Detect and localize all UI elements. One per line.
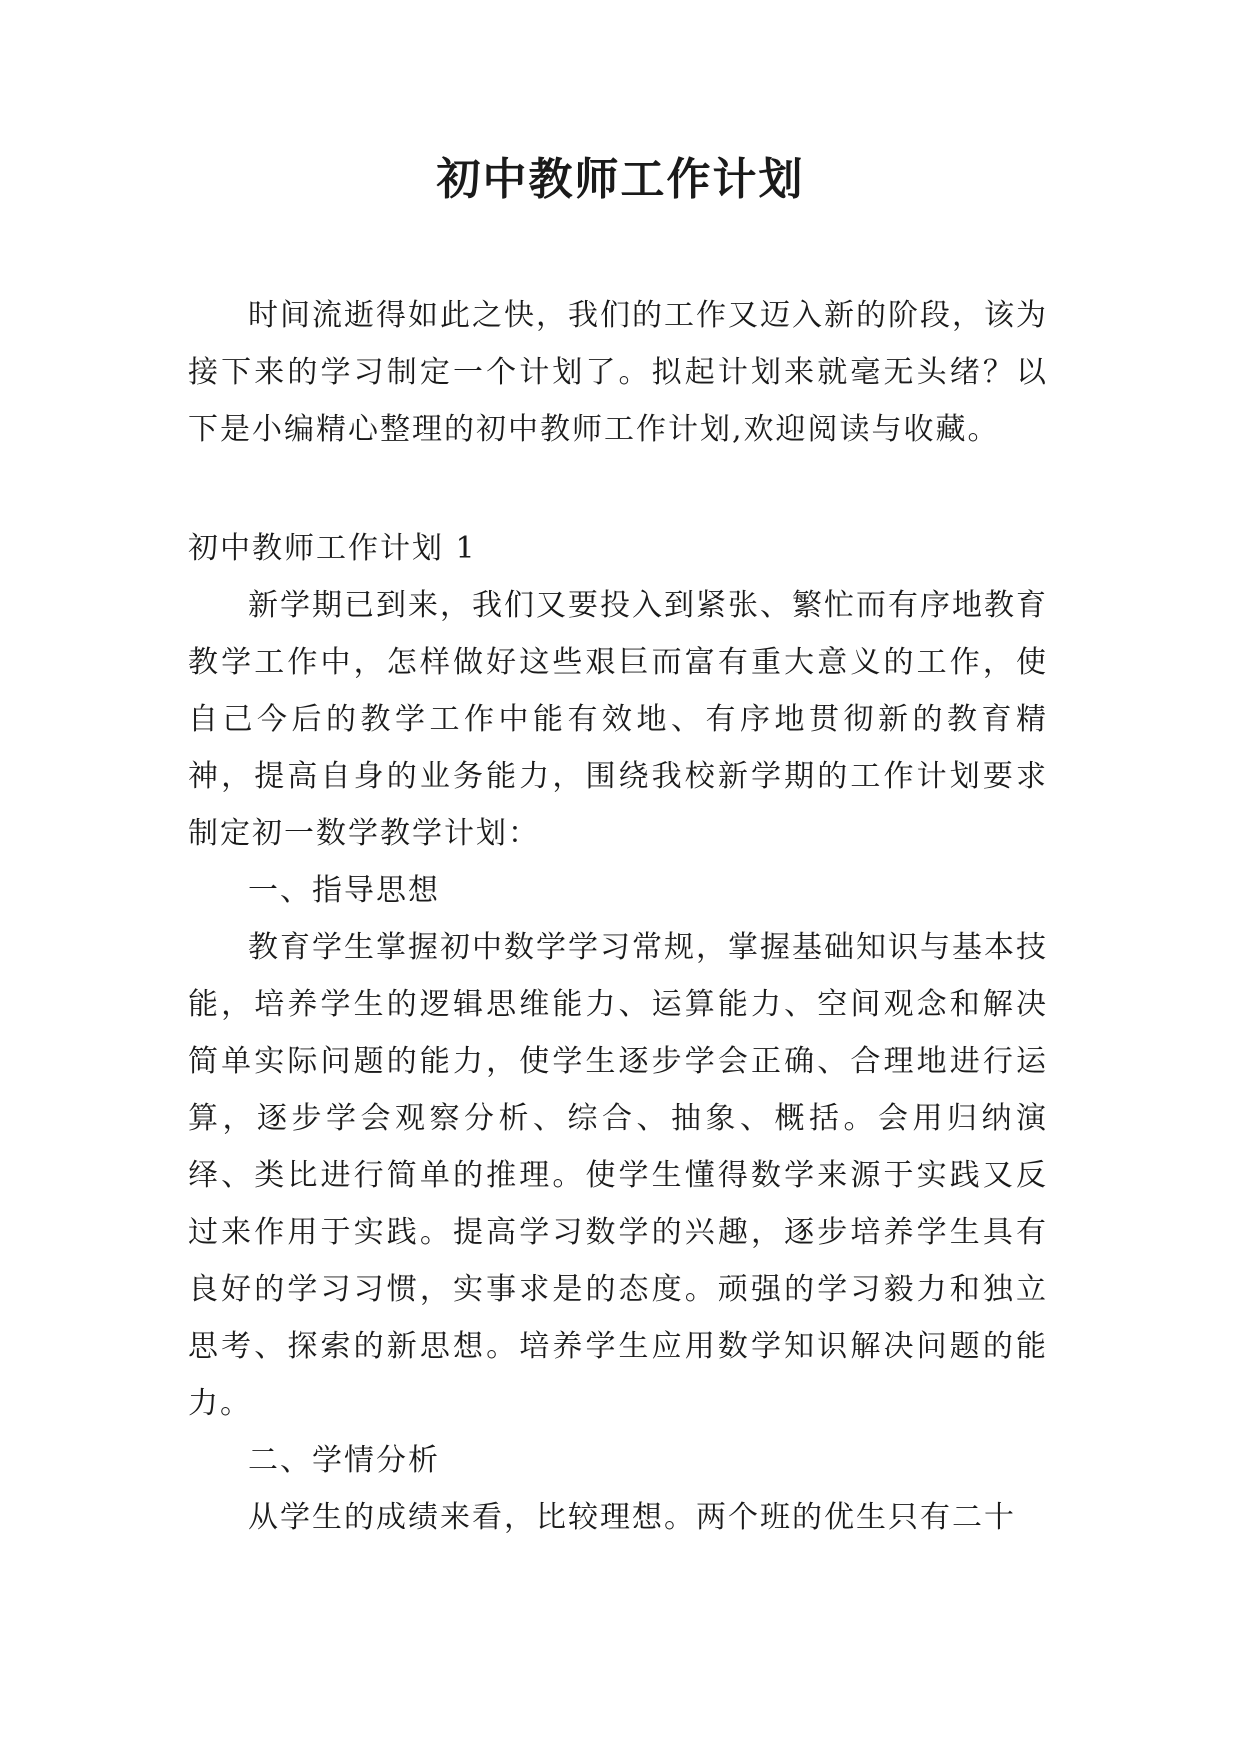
subheading-guiding-thought: 一、指导思想 [248,873,440,908]
section-block [188,520,1048,1546]
subheading-student-analysis: 二、学情分析 [248,1443,440,1478]
intro-block [188,287,1048,458]
body-paragraph: 教育学生掌握初中数学学习常规，掌握基础知识与基本技能，培养学生的逻辑思维能力、运算能力、空间观念和解决简单实际问题的能力，使学生逐步学会正确、合理地进行运算，逐步学会观察分析、综合、抽象、概括。会用归纳演绎、类比进行简单的推理。使学生懂得数学来源于实践又反过来作用于实践。提高学习数学的兴趣，逐步培养学生具有良好的学习习惯，实事求是的态度。顽强的学习毅力和独立思考、探索的新思想。培养学生应用数学知识解决问题的能力。 [188,930,1048,1421]
body-paragraph: 新学期已到来，我们又要投入到紧张、繁忙而有序地教育教学工作中，怎样做好这些艰巨而富有重大意义的工作，使自己今后的教学工作中能有效地、有序地贯彻新的教育精神，提高自身的业务能力，围绕我校新学期的工作计划要求制定初一数学教学计划： [188,588,1048,851]
body-paragraph: 从学生的成绩来看，比较理想。两个班的优生只有二十 [248,1500,1016,1535]
document-title: 初中教师工作计划 [436,154,805,205]
section-title: 初中教师工作计划 1 [188,531,477,566]
intro-paragraph: 时间流逝得如此之快，我们的工作又迈入新的阶段，该为接下来的学习制定一个计划了。拟起计划来就毫无头绪？以下是小编精心整理的初中教师工作计划,欢迎阅读与收藏。 [188,298,1048,447]
